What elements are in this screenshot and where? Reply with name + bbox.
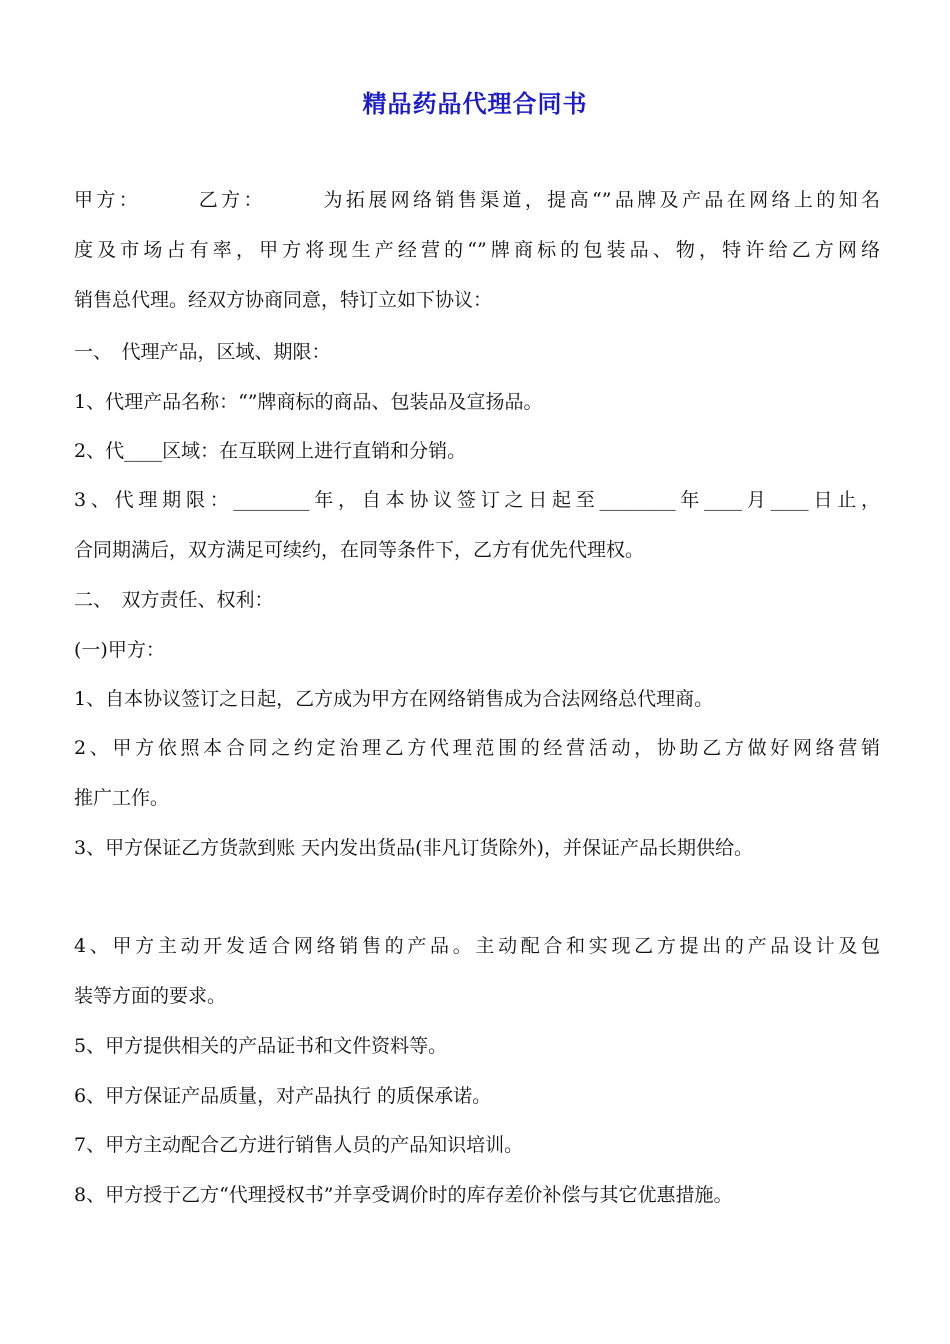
- list-item: 1、自本协议签订之日起，乙方成为甲方在网络销售成为合法网络总代理商。: [74, 688, 714, 710]
- list-item: 4、甲方主动开发适合网络销售的产品。主动配合和实现乙方提出的产品设计及包: [74, 935, 880, 957]
- paragraph-line: 销售总代理。经双方协商同意，特订立如下协议：: [74, 289, 493, 311]
- list-item: 7、甲方主动配合乙方进行销售人员的产品知识培训。: [74, 1134, 524, 1156]
- section-heading: 一、 代理产品，区域、期限：: [74, 341, 331, 363]
- paragraph-line: 甲方： 乙方： 为拓展网络销售渠道，提高“”品牌及产品在网络上的知名: [74, 189, 880, 211]
- list-item: 3、甲方保证乙方货款到账 天内发出货品(非凡订货除外)，并保证产品长期供给。: [74, 837, 753, 859]
- list-item: 5、甲方提供相关的产品证书和文件资料等。: [74, 1035, 448, 1057]
- list-item: 6、甲方保证产品质量，对产品执行 的质保承诺。: [74, 1085, 492, 1107]
- subsection-heading: (一)甲方：: [74, 639, 165, 661]
- list-item: 2、甲方依照本合同之约定治理乙方代理范围的经营活动，协助乙方做好网络营销: [74, 737, 880, 759]
- paragraph-line: 推广工作。: [74, 787, 170, 809]
- list-item: 8、甲方授于乙方“代理授权书”并享受调价时的库存差价补偿与其它优惠措施。: [74, 1184, 733, 1206]
- list-item: 3、代理期限：________年，自本协议签订之日起至________年____月____日止，: [74, 489, 880, 511]
- list-item: 2、代____区域：在互联网上进行直销和分销。: [74, 440, 467, 462]
- paragraph-line: 装等方面的要求。: [74, 985, 227, 1007]
- list-item: 1、代理产品名称：“”牌商标的商品、包装品及宣扬品。: [74, 391, 543, 413]
- paragraph-line: 度及市场占有率，甲方将现生产经营的“”牌商标的包装品、物，特许给乙方网络: [74, 239, 880, 261]
- document-title: 精品药品代理合同书: [362, 90, 588, 118]
- paragraph-line: 合同期满后，双方满足可续约，在同等条件下，乙方有优先代理权。: [74, 539, 645, 561]
- section-heading: 二、 双方责任、权利：: [74, 589, 274, 611]
